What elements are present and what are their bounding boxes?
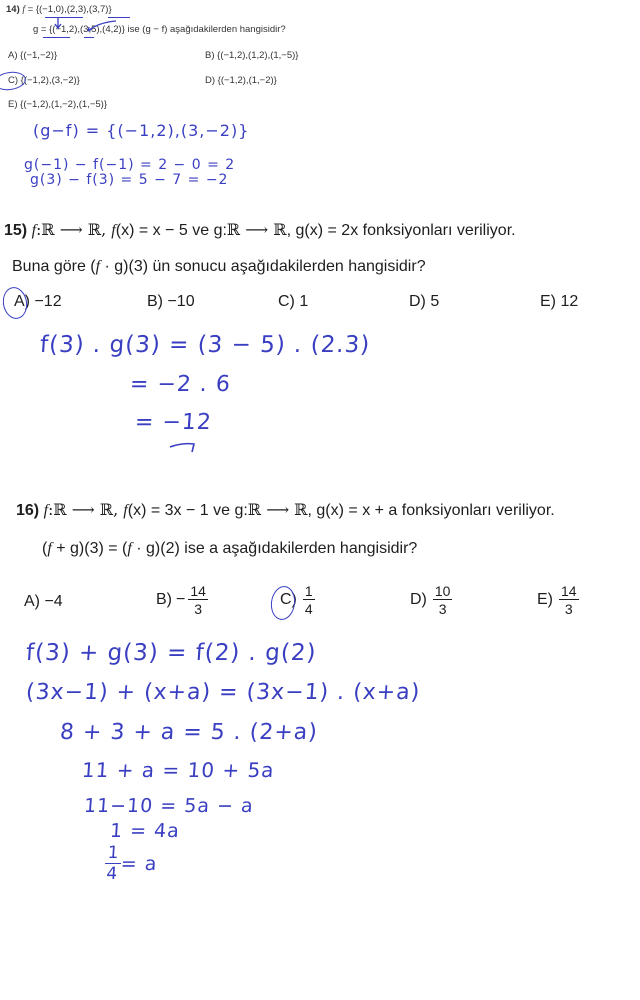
q15-prompt: Buna göre (f · g)(3) ün sonucu aşağıdakilerden hangisidir? [12,258,426,275]
q15-statement: 15) f:ℝ ⟶ ℝ, f(x) = x − 5 ve g:ℝ ⟶ ℝ, g(x) = 2x fonksiyonları veriliyor. [4,220,516,239]
q16-work-line-2: (3x−1) + (x+a) = (3x−1) . (x+a) [25,680,422,705]
q16-option-e-fraction: $\frac{14}{3}$ [561,583,577,617]
q16-option-b-fraction: $\frac{14}{3}$ [190,583,206,617]
q15-work-line-3: = −12 [134,410,213,435]
q14-option-d[interactable]: D) {(−1,2),(1,−2)} [205,75,277,86]
q16-option-a[interactable]: A) −4 [24,593,63,610]
q16-statement: 16) f:ℝ ⟶ ℝ, f(x) = 3x − 1 ve g:ℝ ⟶ ℝ, g(x) = x + a fonksiyonları veriliyor. [16,500,555,519]
q15-option-b[interactable]: B) −10 [147,293,195,310]
q14-work-line-3: g(3) − f(3) = 5 − 7 = −2 [30,172,229,188]
q16-option-d[interactable]: D) $\frac{10}{3}$ [410,583,451,617]
q16-work-line-7: $\frac{1}{4}$ = a [105,843,159,884]
q16-prompt: (f + g)(3) = (f · g)(2) ise a aşağıdakilerden hangisidir? [42,540,418,557]
q16-final-fraction: $\frac{1}{4}$ [105,843,121,884]
q14-g-definition: g = {(−1,2),(3,5),(4,2)} ise (g − f) aşağıdakilerden hangisidir? [33,24,286,35]
q16-work-line-5: 11−10 = 5a − a [83,795,255,817]
q15-option-e[interactable]: E) 12 [540,293,579,310]
q16-option-c-fraction: $\frac{1}{4}$ [304,583,313,617]
q15-option-c[interactable]: C) 1 [278,293,309,310]
q15-number: 15) [4,222,28,239]
q15-answer-underline-icon [0,0,640,460]
q14-work-line-1: (g−f) = {(−1,2),(3,−2)} [33,121,250,140]
q16-option-d-fraction: $\frac{10}{3}$ [434,583,451,617]
q16-work-line-3: 8 + 3 + a = 5 . (2+a) [59,720,319,745]
q14-option-c[interactable]: C) {(−1,2),(3,−2)} [8,75,80,86]
q14-option-b[interactable]: B) {(−1,2),(1,2),(1,−5)} [205,50,299,61]
q15-work-line-1: f(3) . g(3) = (3 − 5) . (2.3) [39,332,372,358]
q16-option-c[interactable]: C) $\frac{1}{4}$ [280,583,313,617]
q14-option-e[interactable]: E) {(−1,2),(1,−2),(1,−5)} [8,99,108,110]
q15-option-a[interactable]: A) −12 [14,293,62,310]
q14-f-label: f [22,5,26,15]
q14-work-line-2: g(−1) − f(−1) = 2 − 0 = 2 [24,157,236,173]
q14-option-a[interactable]: A) {(−1,−2)} [8,50,58,61]
q14-f-set: = {(−1,0),(2,3),(3,7)} [25,4,112,15]
q16-number: 16) [16,502,40,519]
q16-option-b[interactable]: B) − $\frac{14}{3}$ [156,583,206,617]
q16-work-line-4: 11 + a = 10 + 5a [81,758,276,782]
q16-work-line-6: 1 = 4a [109,820,181,842]
q15-work-line-2: = −2 . 6 [129,372,232,397]
q16-work-line-1: f(3) + g(3) = f(2) . g(2) [25,640,318,666]
q14-number: 14) [6,4,20,15]
q15-option-d[interactable]: D) 5 [409,293,440,310]
q16-option-e[interactable]: E) $\frac{14}{3}$ [537,583,577,617]
